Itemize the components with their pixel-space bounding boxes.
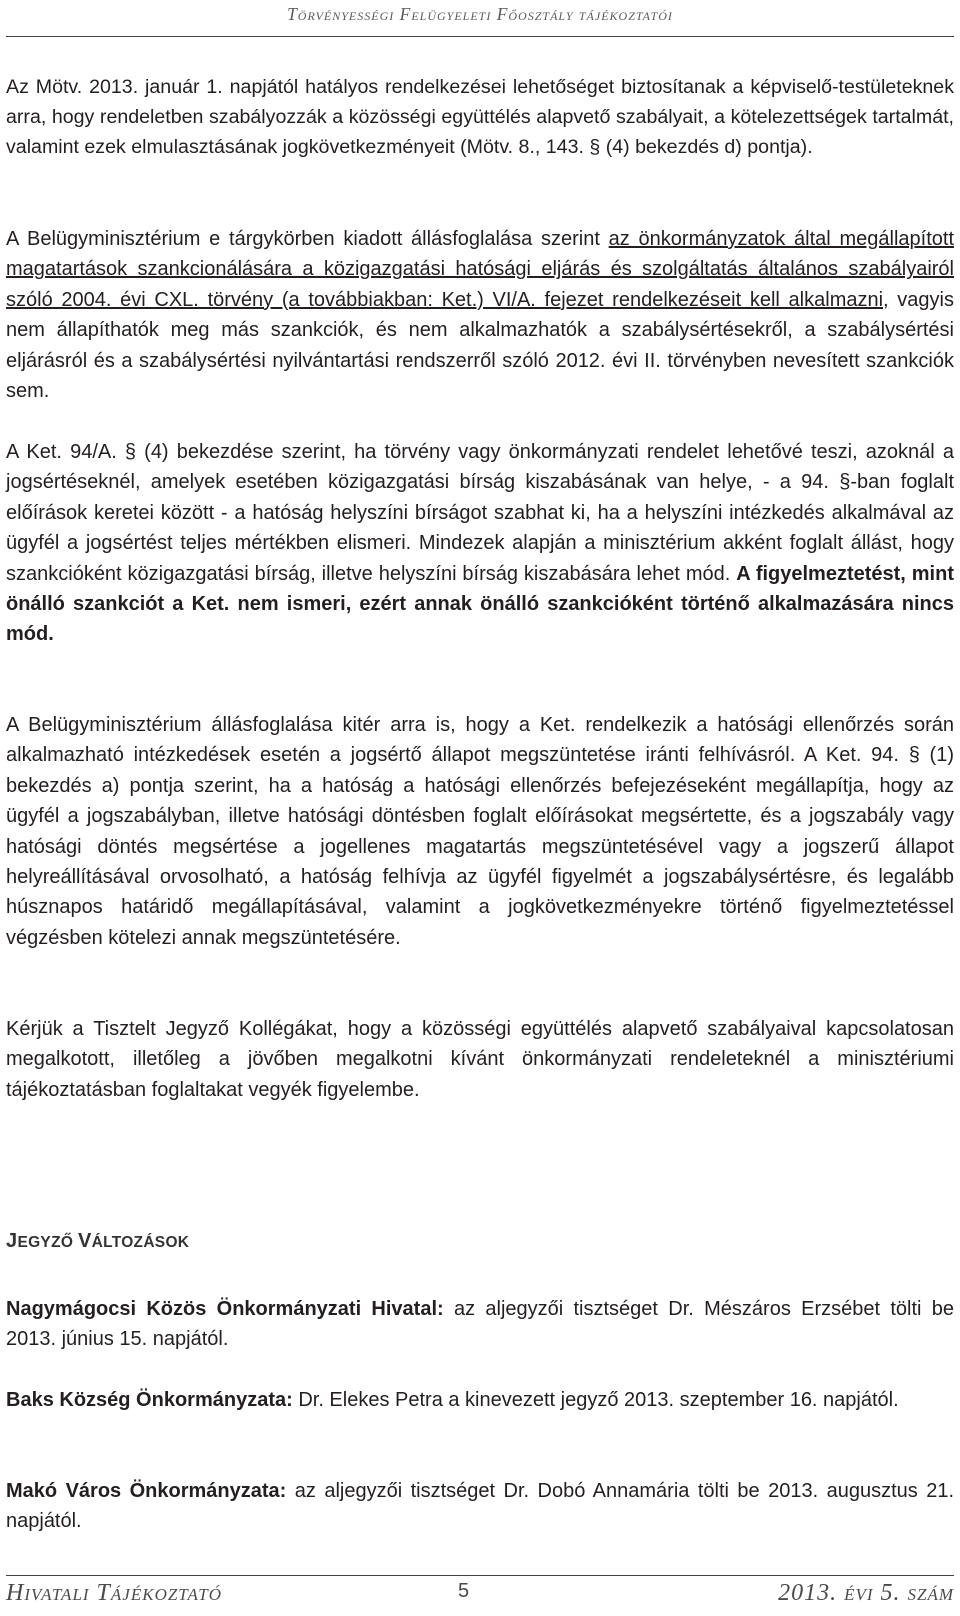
change-org: Nagymágocsi Közös Önkormányzati Hivatal: bbox=[6, 1298, 444, 1320]
change-org: Baks Község Önkormányzata: bbox=[6, 1389, 293, 1411]
paragraph-ket-94: A Belügyminisztérium állásfoglalása kitér arra is, hogy a Ket. rendelkezik a hatósági ellenőrzés során alkalmazható intézkedések esetén a jogsértő állapot megszüntetése iránti felhívásról. A Ket. 94. § (1) bekezdés a) pontja szerint, ha a hatóság a hatósági ellenőrzés befejezéseként megállapítja, hogy az ügyfél a jogszabályban, illetve hatósági döntésben foglalt előírásokat megsértette, és a jogszabály vagy hatósági döntés megsértése a jogellenes magatartás megszüntetésével vagy a jogszerű állapot helyreállításával orvosolható, a hatóság felhívja az ügyfél figyelmét a jogszabálysértésre, és legalább húsznapos határidő megállapításával, valamint a jogkövetkezményekre történő figyelmeztetéssel végzésben kötelezi annak megszüntetésére. bbox=[6, 714, 954, 949]
paragraph-ket-94a bbox=[6, 437, 954, 650]
footer-issue: 2013. évi 5. szám bbox=[778, 1580, 954, 1606]
change-org: Makó Város Önkormányzata: bbox=[6, 1480, 287, 1502]
paragraph-bm-allasfoglalas bbox=[6, 224, 954, 406]
footer-publication: Hivatali Tájékoztató bbox=[6, 1580, 222, 1606]
bold-text: A figyelmeztetést, mint önálló szankciót a Ket. nem ismeri, ezért annak önálló szankcióként történő alkalmazására nincs mód. bbox=[6, 562, 954, 646]
paragraph-motv: Az Mötv. 2013. január 1. napjától hatályos rendelkezései lehetőséget biztosítanak a képviselő-testületeknek arra, hogy rendeletben szabályozzák a közösségi együttélés alapvető szabályait, a kötelezettségek tartalmát, valamint ezek elmulasztásának jogkövetkezményeit (Mötv. 8., 143. § (4) bekezdés d) pontja). bbox=[6, 76, 954, 158]
footer-divider bbox=[6, 1575, 954, 1576]
running-footer bbox=[6, 1580, 954, 1612]
page-number: 5 bbox=[458, 1580, 470, 1602]
change-entry bbox=[6, 1476, 954, 1537]
header-divider bbox=[6, 36, 954, 37]
running-header bbox=[0, 4, 960, 25]
change-entry bbox=[6, 1385, 954, 1415]
paragraph-request: Kérjük a Tisztelt Jegyző Kollégákat, hogy a közösségi együttélés alapvető szabályaival kapcsolatosan megalkotott, illetőleg a jövőben megalkotni kívánt önkormányzati rendeleteknél a minisztériumi tájékoztatásban foglaltakat vegyék figyelembe. bbox=[6, 1018, 954, 1101]
change-entry bbox=[6, 1294, 954, 1355]
paragraph-text: vagyis nem állapíthatók meg más szankciók, és nem alkalmazhatók a szabálysértésekről, a szabálysértési eljárásról és a szabálysértési nyilvántartási rendszerről szóló 2012. évi II. törvényben nevesített szankciók sem. bbox=[6, 288, 954, 403]
change-text: Dr. Elekes Petra a kinevezett jegyző 2013. szeptember 16. napjától. bbox=[292, 1389, 899, 1411]
change-text: az aljegyzői tisztséget Dr. Dobó Annamária tölti be 2013. augusztus 21. napjától. bbox=[6, 1480, 954, 1533]
underlined-text: az önkormányzatok által megállapított magatartások szankcionálására a közigazgatási hatósági eljárás és szolgáltatás általános szabályairól szóló 2004. évi CXL. törvény (a továbbiakban: Ket.) VI/A. fejezet rendelkezéseit kell alkalmazni, bbox=[6, 228, 954, 311]
paragraph-text: A Ket. 94/A. § (4) bekezdése szerint, ha törvény vagy önkormányzati rendelet lehetővé teszi, azoknál a jogsértéseknél, amelyek esetében közigazgatási bírság kiszabásának van helye, - a 94. §-ban foglalt előírások keretei között - a hatóság helyszíni bírságot szabhat ki, ha a helyszíni intézkedés alkalmával az ügyfél a jogsértést teljes mértékben elismeri. Mindezek alapján a minisztérium akként foglalt állást, hogy szankcióként közigazgatási bírság, illetve helyszíni bírság kiszabására lehet mód. bbox=[6, 441, 954, 585]
paragraph-text: A Belügyminisztérium e tárgykörben kiadott állásfoglalása szerint bbox=[6, 228, 609, 250]
running-header-title: Törvényességi Felügyeleti Főosztály tájékoztatói bbox=[287, 4, 673, 24]
change-text: az aljegyzői tisztséget Dr. Mészáros Erzsébet tölti be 2013. június 15. napjától. bbox=[6, 1298, 955, 1351]
section-heading: JEGYZŐ VÁLTOZÁSOK bbox=[6, 1230, 190, 1252]
